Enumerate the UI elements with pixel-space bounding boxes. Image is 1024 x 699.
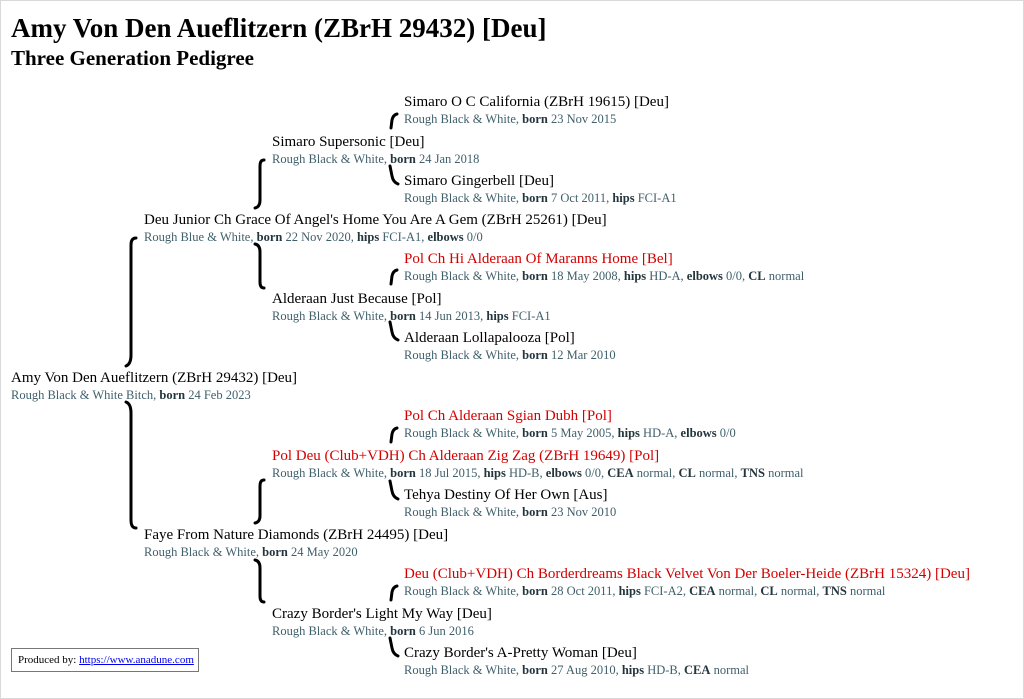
info-text: 0/0	[716, 426, 736, 440]
info-text: normal	[764, 466, 804, 480]
info-field-key: CL	[760, 584, 778, 598]
dog-dam-sire-sire	[404, 407, 736, 441]
dog-sire-dam-dam	[404, 329, 616, 363]
dog-sire-dam-sire	[404, 250, 804, 284]
info-text: normal,	[633, 466, 679, 480]
dog-info	[404, 268, 804, 284]
info-field-key: born	[522, 112, 548, 126]
info-field-key: born	[522, 191, 548, 205]
info-text: 24 Jan 2018	[415, 152, 480, 166]
info-field-key: born	[262, 545, 288, 559]
info-field-key: hips	[486, 309, 509, 323]
dog-sire	[144, 211, 607, 245]
produced-by-label: Produced by:	[18, 654, 80, 666]
info-text: HD-B,	[505, 466, 546, 480]
info-text: Rough Black & White,	[404, 505, 523, 519]
info-field-key: born	[522, 348, 548, 362]
info-field-key: CEA	[607, 466, 634, 480]
info-text: HD-A,	[639, 426, 681, 440]
info-text: FCI-A1,	[379, 230, 428, 244]
info-text: 24 May 2020	[287, 545, 358, 559]
dog-info	[272, 308, 551, 324]
info-text: Rough Black & White,	[144, 545, 263, 559]
info-field-key: born	[522, 426, 548, 440]
dog-dam-sire-dam	[404, 486, 616, 520]
dog-info	[404, 662, 749, 678]
info-field-key: hips	[483, 466, 506, 480]
dog-info	[272, 623, 492, 639]
info-field-key: born	[390, 309, 416, 323]
anadune-link[interactable]: https://www.anadune.com	[79, 654, 194, 666]
info-text: FCI-A1	[634, 191, 677, 205]
dog-name: Deu (Club+VDH) Ch Borderdreams Black Velvet Von Der Boeler-Heide (ZBrH 15324) [Deu]	[404, 566, 970, 582]
info-text: 27 Aug 2010,	[547, 663, 622, 677]
dog-name: Deu Junior Ch Grace Of Angel's Home You Are A Gem (ZBrH 25261) [Deu]	[144, 212, 607, 228]
produced-by-box	[11, 648, 199, 672]
dog-name: Amy Von Den Aueflitzern (ZBrH 29432) [Deu]	[11, 370, 298, 386]
info-field-key: born	[390, 466, 416, 480]
info-text: HD-B,	[644, 663, 685, 677]
info-field-key: born	[159, 388, 186, 402]
dog-info	[404, 111, 669, 127]
info-text: Rough Black & White,	[404, 426, 523, 440]
info-field-key: CEA	[689, 584, 716, 598]
info-field-key: elbows	[427, 230, 464, 244]
info-text: Rough Black & White,	[272, 466, 391, 480]
dog-info	[404, 425, 736, 441]
info-text: 0/0	[463, 230, 483, 244]
info-text: Rough Black & White,	[272, 152, 391, 166]
dog-name: Pol Deu (Club+VDH) Ch Alderaan Zig Zag (ZBrH 19649) [Pol]	[272, 448, 660, 464]
info-text: normal	[765, 269, 805, 283]
info-text: Rough Black & White Bitch,	[11, 388, 160, 402]
dog-info	[272, 465, 804, 481]
dog-dam-dam	[272, 605, 492, 639]
info-text: 14 Jun 2013,	[415, 309, 487, 323]
dog-name: Simaro Gingerbell [Deu]	[404, 173, 554, 189]
info-text: 5 May 2005,	[547, 426, 618, 440]
info-text: normal,	[695, 466, 741, 480]
info-field-key: elbows	[686, 269, 723, 283]
dog-info	[144, 229, 607, 245]
info-text: Rough Black & White,	[404, 112, 523, 126]
info-text: 12 Mar 2010	[547, 348, 616, 362]
dog-sire-sire-dam	[404, 172, 677, 206]
info-field-key: hips	[623, 269, 647, 283]
dog-dam-sire	[272, 447, 804, 481]
info-text: normal	[846, 584, 886, 598]
info-text: 0/0,	[581, 466, 608, 480]
dog-sire-sire-sire	[404, 93, 669, 127]
info-text: FCI-A2,	[640, 584, 690, 598]
info-field-key: hips	[617, 426, 640, 440]
dog-dam-dam-dam	[404, 644, 749, 678]
dog-name: Pol Ch Hi Alderaan Of Maranns Home [Bel]	[404, 251, 673, 267]
info-field-key: born	[390, 624, 416, 638]
info-field-key: hips	[612, 191, 635, 205]
dog-info	[11, 387, 297, 403]
dog-name: Pol Ch Alderaan Sgian Dubh [Pol]	[404, 408, 612, 424]
info-field-key: TNS	[740, 466, 765, 480]
dog-name: Faye From Nature Diamonds (ZBrH 24495) [Deu]	[144, 527, 449, 543]
dog-sire-dam	[272, 290, 551, 324]
info-text: 22 Nov 2020,	[282, 230, 357, 244]
dog-name: Alderaan Lollapalooza [Pol]	[404, 330, 575, 346]
info-field-key: born	[522, 663, 548, 677]
info-field-key: born	[256, 230, 283, 244]
info-text: Rough Black & White,	[272, 309, 391, 323]
info-text: normal	[710, 663, 749, 677]
info-text: 18 May 2008,	[547, 269, 624, 283]
info-text: Rough Black & White,	[404, 348, 523, 362]
info-text: 6 Jun 2016	[415, 624, 474, 638]
dog-name: Simaro O C California (ZBrH 19615) [Deu]	[404, 94, 669, 110]
info-field-key: elbows	[545, 466, 582, 480]
info-text: normal,	[777, 584, 823, 598]
dog-info	[404, 583, 970, 599]
info-text: 0/0,	[722, 269, 749, 283]
dog-info	[404, 504, 616, 520]
info-field-key: born	[522, 269, 548, 283]
info-text: Rough Blue & White,	[144, 230, 257, 244]
info-field-key: CEA	[684, 663, 711, 677]
info-text: 23 Nov 2015	[547, 112, 617, 126]
page-title: Amy Von Den Aueflitzern (ZBrH 29432) [Deu]	[11, 13, 547, 43]
info-field-key: hips	[618, 584, 641, 598]
info-text: 18 Jul 2015,	[415, 466, 484, 480]
info-field-key: elbows	[680, 426, 717, 440]
info-text: Rough Black & White,	[404, 584, 523, 598]
dog-name: Simaro Supersonic [Deu]	[272, 134, 425, 150]
dog-name: Crazy Border's A-Pretty Woman [Deu]	[404, 645, 637, 661]
dog-sire-sire	[272, 133, 479, 167]
info-field-key: hips	[356, 230, 380, 244]
info-field-key: CL	[678, 466, 696, 480]
info-field-key: TNS	[822, 584, 847, 598]
info-text: Rough Black & White,	[404, 663, 523, 677]
info-text: HD-A,	[646, 269, 687, 283]
info-text: 23 Nov 2010	[547, 505, 617, 519]
info-field-key: born	[390, 152, 416, 166]
info-text: Rough Black & White,	[404, 269, 523, 283]
info-text: Rough Black & White,	[272, 624, 391, 638]
dog-name: Crazy Border's Light My Way [Deu]	[272, 606, 492, 622]
dog-info	[404, 190, 677, 206]
info-text: 28 Oct 2011,	[547, 584, 619, 598]
info-field-key: born	[522, 505, 548, 519]
dog-name: Tehya Destiny Of Her Own [Aus]	[404, 487, 608, 503]
dog-info	[272, 151, 479, 167]
dog-info	[404, 347, 616, 363]
info-text: Rough Black & White,	[404, 191, 523, 205]
dog-subject	[11, 369, 297, 403]
info-text: 24 Feb 2023	[185, 388, 251, 402]
info-text: 7 Oct 2011,	[547, 191, 613, 205]
info-field-key: CL	[748, 269, 766, 283]
info-field-key: hips	[621, 663, 645, 677]
dog-name: Alderaan Just Because [Pol]	[272, 291, 442, 307]
dog-dam-dam-sire	[404, 565, 970, 599]
info-text: FCI-A1	[508, 309, 551, 323]
dog-info	[144, 544, 448, 560]
page-subtitle: Three Generation Pedigree	[11, 46, 254, 70]
info-field-key: born	[522, 584, 548, 598]
info-text: normal,	[715, 584, 761, 598]
dog-dam	[144, 526, 448, 560]
